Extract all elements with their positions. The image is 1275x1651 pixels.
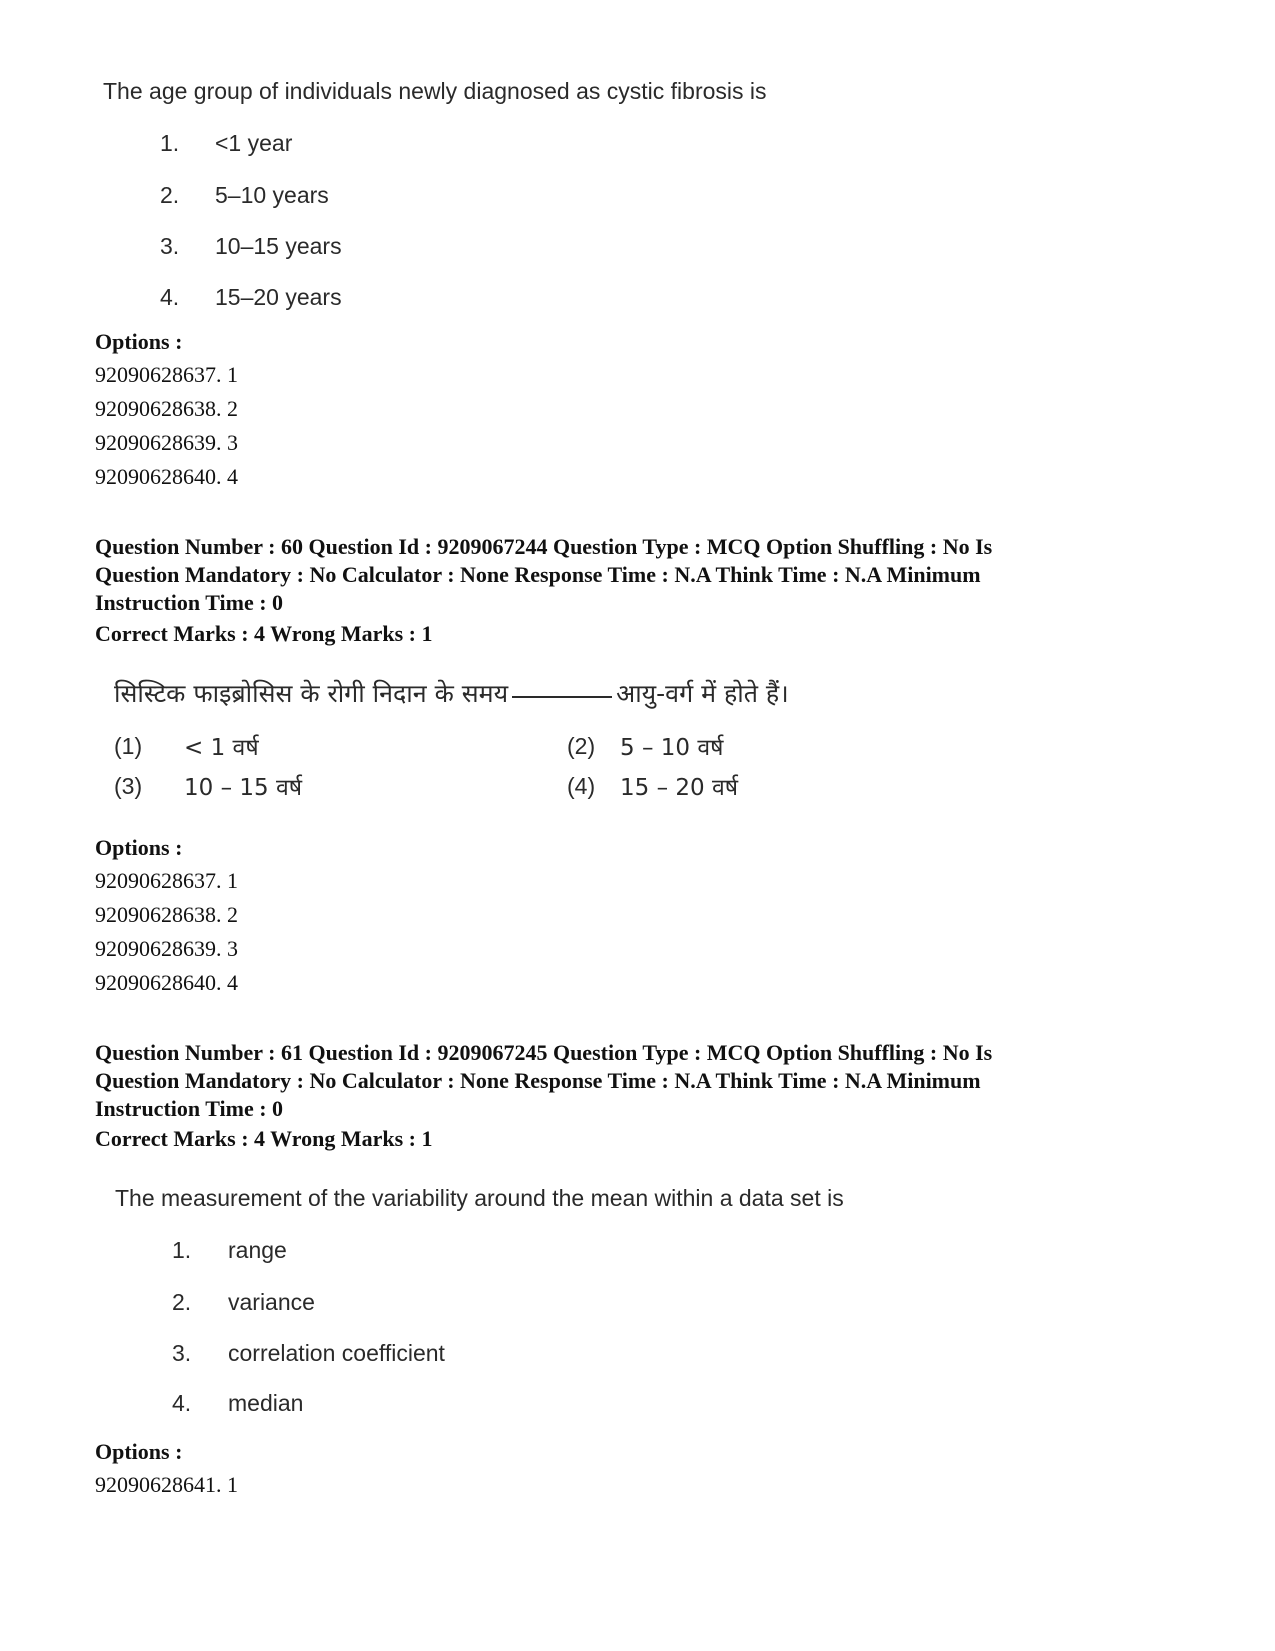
- choice-text: variance: [228, 1289, 315, 1315]
- choice-number: 3.: [160, 233, 180, 259]
- question-61-marks: Correct Marks : 4 Wrong Marks : 1: [95, 1126, 433, 1151]
- choice-text: 5 – 10 वर्ष: [620, 735, 724, 761]
- question-60-marks: Correct Marks : 4 Wrong Marks : 1: [95, 621, 433, 646]
- choice-text: 15 – 20 वर्ष: [620, 775, 739, 801]
- option-item: 92090628641. 1: [95, 1472, 238, 1497]
- choice-text: 10–15 years: [215, 233, 342, 259]
- choice-number: 1.: [172, 1237, 192, 1263]
- choice-number: (2): [567, 733, 596, 759]
- question-60-meta: [95, 533, 1175, 617]
- choice-number: 4.: [160, 284, 180, 310]
- option-item: 92090628638. 2: [95, 902, 238, 927]
- option-item: 92090628639. 3: [95, 936, 238, 961]
- meta-line: Question Mandatory : No Calculator : None Response Time : N.A Think Time : N.A Minimum: [95, 1068, 981, 1093]
- choice-number: 2.: [172, 1289, 192, 1315]
- choice-number: 1.: [160, 130, 180, 156]
- option-item: 92090628640. 4: [95, 970, 238, 995]
- question-60-text: [114, 676, 789, 710]
- choice-number: 4.: [172, 1390, 192, 1416]
- choice-text: < 1 वर्ष: [184, 735, 259, 761]
- meta-line: Question Mandatory : No Calculator : None Response Time : N.A Think Time : N.A Minimum: [95, 562, 981, 587]
- option-item: 92090628640. 4: [95, 464, 238, 489]
- choice-text: correlation coefficient: [228, 1340, 445, 1366]
- meta-line: Question Number : 60 Question Id : 9209067244 Question Type : MCQ Option Shuffling : No Is: [95, 534, 993, 559]
- answer-blank: [512, 696, 612, 698]
- choice-text: <1 year: [215, 130, 293, 156]
- meta-line: Instruction Time : 0: [95, 590, 284, 615]
- question-61-text: The measurement of the variability around the mean within a data set is: [115, 1185, 844, 1211]
- options-label: Options :: [95, 329, 183, 354]
- choice-number: (3): [114, 773, 143, 799]
- options-list: [95, 358, 238, 494]
- choice-number: (1): [114, 733, 143, 759]
- meta-line: Instruction Time : 0: [95, 1096, 284, 1121]
- choice-text: 15–20 years: [215, 284, 342, 310]
- option-item: 92090628639. 3: [95, 430, 238, 455]
- question-59-text: The age group of individuals newly diagnosed as cystic fibrosis is: [103, 78, 767, 104]
- options-label: Options :: [95, 1439, 183, 1464]
- option-item: 92090628637. 1: [95, 362, 238, 387]
- option-item: 92090628637. 1: [95, 868, 238, 893]
- option-item: 92090628638. 2: [95, 396, 238, 421]
- choice-number: 2.: [160, 182, 180, 208]
- choice-text: median: [228, 1390, 304, 1416]
- choice-number: 3.: [172, 1340, 192, 1366]
- question-text-part: सिस्टिक फाइब्रोसिस के रोगी निदान के समय: [114, 679, 509, 708]
- choice-number: (4): [567, 773, 596, 799]
- options-list: [95, 864, 238, 1000]
- choice-text: 10 – 15 वर्ष: [184, 775, 303, 801]
- meta-line: Question Number : 61 Question Id : 9209067245 Question Type : MCQ Option Shuffling : No Is: [95, 1040, 993, 1065]
- question-text-part: आयु-वर्ग में होते हैं।: [616, 679, 789, 708]
- question-61-meta: [95, 1039, 1175, 1123]
- choice-text: range: [228, 1237, 287, 1263]
- choice-text: 5–10 years: [215, 182, 329, 208]
- options-list: [95, 1468, 238, 1502]
- options-label: Options :: [95, 835, 183, 860]
